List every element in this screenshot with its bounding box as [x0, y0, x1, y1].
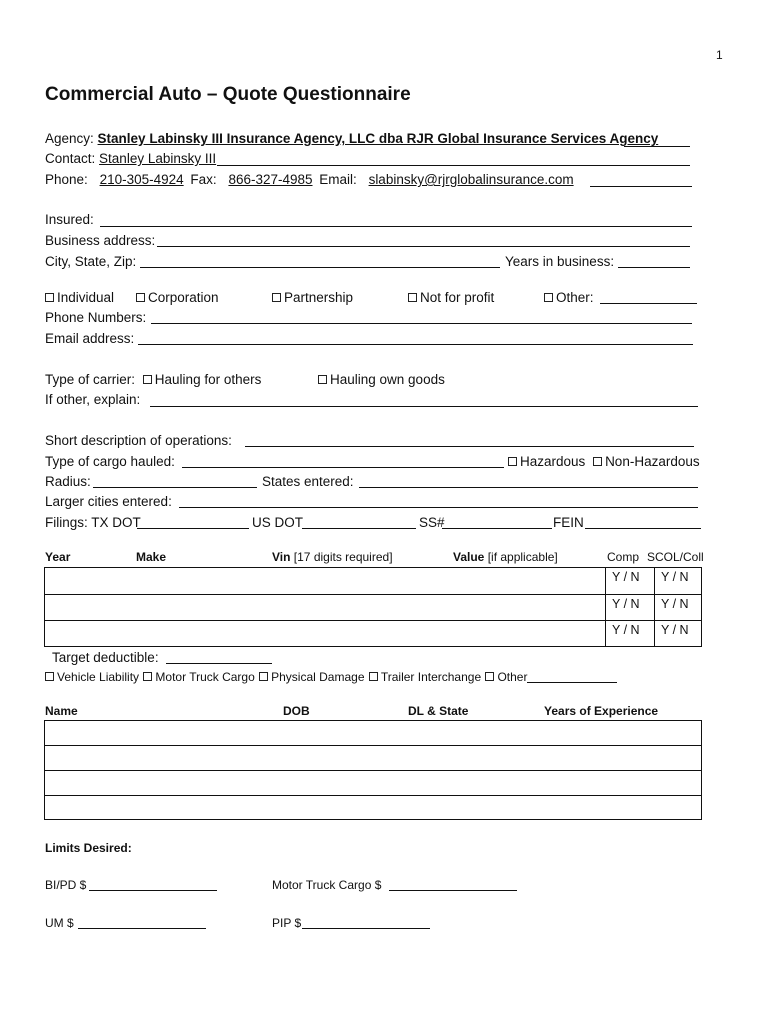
vehicle-col-divider: [654, 567, 655, 647]
larger-cities-field[interactable]: [179, 507, 698, 508]
non-hazardous-label: Non-Hazardous: [605, 454, 700, 469]
phone-row: [45, 172, 574, 187]
if-other-label: If other, explain:: [45, 392, 141, 407]
vehicle-row-1-comp[interactable]: Y / N: [612, 570, 640, 584]
tx-dot-field[interactable]: [137, 528, 249, 529]
agency-value: Stanley Labinsky III Insurance Agency, LLC dba RJR Global Insurance Services Agency: [97, 131, 659, 146]
vehicle-header-scol-coll: SCOL/Coll: [647, 550, 704, 564]
checkbox-icon[interactable]: [544, 293, 553, 302]
entity-individual[interactable]: [45, 290, 114, 305]
filings-tx-dot-label: Filings: TX DOT: [45, 515, 141, 530]
ss-field[interactable]: [442, 528, 552, 529]
vin-header-note: [17 digits required]: [293, 550, 393, 564]
other-coverage-field[interactable]: [527, 682, 617, 683]
value-header-note: [if applicable]: [487, 550, 558, 564]
vehicle-row-3-comp[interactable]: Y / N: [612, 623, 640, 637]
vehicle-row-1-coll[interactable]: Y / N: [661, 570, 689, 584]
city-state-zip-label: City, State, Zip:: [45, 254, 137, 269]
fein-field[interactable]: [585, 528, 701, 529]
checkbox-icon[interactable]: [45, 672, 54, 681]
motor-truck-cargo-label: Motor Truck Cargo: [155, 670, 255, 684]
vehicle-header-vin: [272, 550, 393, 564]
physical-damage-label: Physical Damage: [271, 670, 365, 684]
driver-row-divider: [44, 745, 702, 746]
hazardous-label: Hazardous: [520, 454, 586, 469]
bipd-label: BI/PD $: [45, 878, 87, 892]
entity-corporation[interactable]: [136, 290, 219, 305]
checkbox-icon[interactable]: [143, 672, 152, 681]
entity-individual-label: Individual: [57, 290, 115, 305]
other-coverage-label: Other: [497, 670, 528, 684]
driver-header-dob: DOB: [283, 704, 310, 718]
page-title: Commercial Auto – Quote Questionnaire: [45, 84, 411, 105]
entity-not-for-profit-label: Not for profit: [420, 290, 495, 305]
insured-field[interactable]: [100, 226, 692, 227]
driver-header-dl-state: DL & State: [408, 704, 469, 718]
fein-label: FEIN: [553, 515, 584, 530]
phone-numbers-label: Phone Numbers:: [45, 310, 147, 325]
checkbox-icon[interactable]: [136, 293, 145, 302]
fax-label: Fax:: [190, 172, 217, 187]
contact-line[interactable]: [217, 165, 690, 166]
if-other-field[interactable]: [150, 406, 698, 407]
carrier-type-row: [45, 372, 261, 387]
agency-label: Agency:: [45, 131, 94, 146]
agency-line[interactable]: [624, 146, 690, 147]
email-label: Email:: [319, 172, 357, 187]
bipd-field[interactable]: [89, 890, 217, 891]
driver-header-name: Name: [45, 704, 78, 718]
us-dot-label: US DOT: [252, 515, 304, 530]
target-deductible-label: Target deductible:: [52, 650, 159, 665]
hazard-options: [508, 454, 700, 469]
vehicle-row-2-comp[interactable]: Y / N: [612, 597, 640, 611]
checkbox-icon[interactable]: [272, 293, 281, 302]
vehicle-liability-label: Vehicle Liability: [57, 670, 140, 684]
limits-heading: Limits Desired:: [45, 841, 132, 855]
pip-field[interactable]: [302, 928, 430, 929]
email-line[interactable]: [590, 186, 692, 187]
cargo-type-label: Type of cargo hauled:: [45, 454, 175, 469]
entity-corporation-label: Corporation: [148, 290, 219, 305]
us-dot-field[interactable]: [302, 528, 416, 529]
checkbox-icon[interactable]: [593, 457, 602, 466]
phone-numbers-field[interactable]: [151, 323, 692, 324]
contact-row: [45, 151, 216, 166]
hauling-own-goods-option[interactable]: [318, 372, 445, 387]
vehicle-row-2-coll[interactable]: Y / N: [661, 597, 689, 611]
entity-other[interactable]: [544, 290, 594, 305]
business-address-label: Business address:: [45, 233, 156, 248]
checkbox-icon[interactable]: [485, 672, 494, 681]
ss-label: SS#: [419, 515, 445, 530]
fax-value: 866-327-4985: [228, 172, 313, 187]
driver-row-divider: [44, 770, 702, 771]
checkbox-icon[interactable]: [45, 293, 54, 302]
page-number: 1: [716, 48, 723, 62]
agency-row: [45, 131, 658, 146]
radius-label: Radius:: [45, 474, 91, 489]
entity-not-for-profit[interactable]: [408, 290, 494, 305]
um-field[interactable]: [78, 928, 206, 929]
phone-label: Phone:: [45, 172, 88, 187]
um-label: UM $: [45, 916, 74, 930]
entity-partnership[interactable]: [272, 290, 353, 305]
radius-field[interactable]: [93, 487, 257, 488]
cargo-type-field[interactable]: [182, 467, 504, 468]
insured-label: Insured:: [45, 212, 94, 227]
carrier-type-label: Type of carrier:: [45, 372, 136, 387]
entity-partnership-label: Partnership: [284, 290, 354, 305]
email-address-label: Email address:: [45, 331, 135, 346]
years-in-business-field[interactable]: [618, 267, 690, 268]
states-entered-label: States entered:: [262, 474, 354, 489]
checkbox-icon[interactable]: [408, 293, 417, 302]
entity-other-field[interactable]: [600, 303, 697, 304]
checkbox-icon[interactable]: [369, 672, 378, 681]
vehicle-table: [44, 567, 702, 647]
motor-truck-cargo-limit-field[interactable]: [389, 890, 517, 891]
driver-row-divider: [44, 795, 702, 796]
checkbox-icon[interactable]: [508, 457, 517, 466]
vehicle-header-comp: Comp: [607, 550, 640, 564]
entity-other-label: Other:: [556, 290, 594, 305]
vehicle-header-value: [453, 550, 558, 564]
checkbox-icon[interactable]: [318, 375, 327, 384]
vehicle-col-divider: [605, 567, 606, 647]
operations-field[interactable]: [245, 446, 694, 447]
contact-label: Contact:: [45, 151, 96, 166]
value-header-label: Value: [453, 550, 485, 564]
phone-value: 210-305-4924: [99, 172, 184, 187]
operations-label: Short description of operations:: [45, 433, 232, 448]
vehicle-row-3-coll[interactable]: Y / N: [661, 623, 689, 637]
larger-cities-label: Larger cities entered:: [45, 494, 172, 509]
motor-truck-cargo-limit-label: Motor Truck Cargo $: [272, 878, 382, 892]
hauling-for-others: Hauling for others: [154, 372, 262, 387]
states-entered-field[interactable]: [359, 487, 698, 488]
years-in-business-label: Years in business:: [505, 254, 615, 269]
hauling-own-goods-label: Hauling own goods: [330, 372, 445, 387]
target-deductible-field[interactable]: [166, 663, 272, 664]
trailer-interchange-label: Trailer Interchange: [380, 670, 482, 684]
driver-header-years-experience: Years of Experience: [544, 704, 659, 718]
vehicle-row-divider: [44, 594, 702, 595]
email-address-field[interactable]: [138, 344, 693, 345]
coverage-options: [45, 670, 527, 684]
vin-header-label: Vin: [272, 550, 291, 564]
email-value: slabinsky@rjrglobalinsurance.com: [368, 172, 574, 187]
pip-label: PIP $: [272, 916, 302, 930]
vehicle-row-divider: [44, 620, 702, 621]
business-address-field[interactable]: [157, 246, 690, 247]
vehicle-header-year: Year: [45, 550, 71, 564]
checkbox-icon[interactable]: [259, 672, 268, 681]
checkbox-icon[interactable]: [143, 375, 152, 384]
contact-value: Stanley Labinsky III: [99, 151, 217, 166]
vehicle-header-make: Make: [136, 550, 167, 564]
city-state-zip-field[interactable]: [140, 267, 500, 268]
